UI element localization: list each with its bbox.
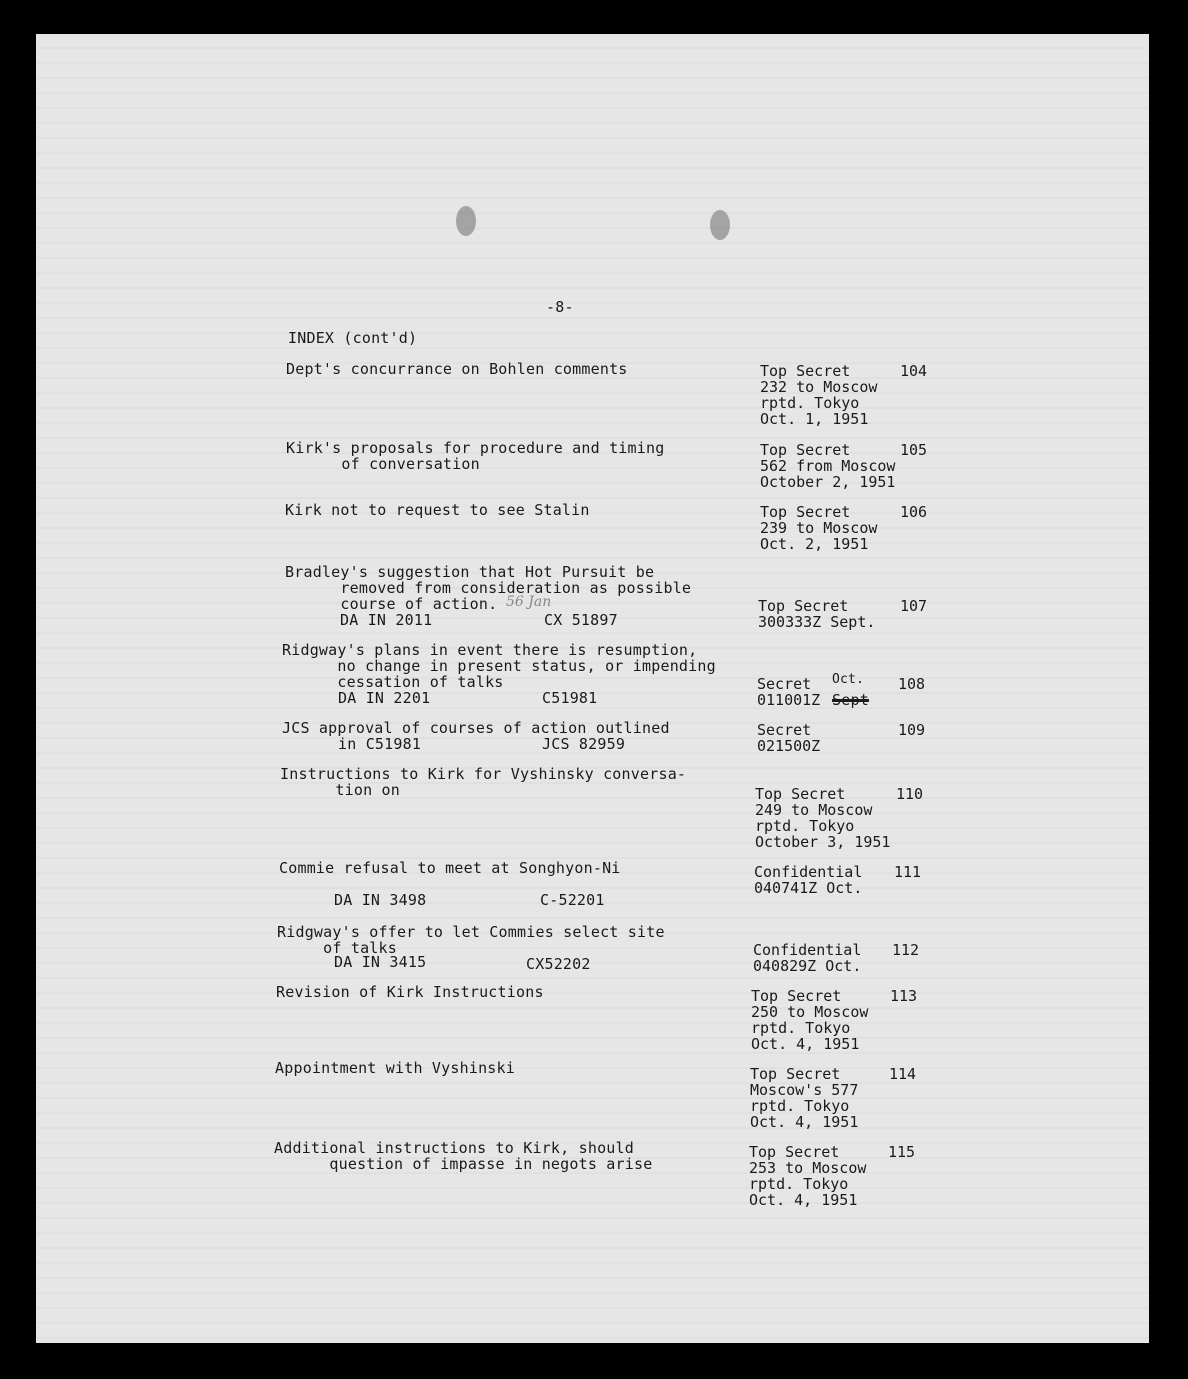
classification-line: 239 to Moscow [760,519,878,537]
entry-ref-a: DA IN 2201 [338,689,431,707]
entry-subject-line: Commie refusal to meet at Songhyon-Ni [279,859,621,877]
index-heading: INDEX (cont'd) [288,329,418,347]
classification-line: Top Secret [749,1143,840,1161]
classification-line: rptd. Tokyo [760,394,860,412]
entry-number: 110 [896,785,924,803]
entry-ref-a: DA IN 2011 [340,611,433,629]
entry-classification [757,676,820,708]
entry-classification [758,598,875,630]
entry-classification [757,722,820,754]
entry-classification [751,988,868,1052]
classification-line: 250 to Moscow [751,1003,869,1021]
entry-number: 105 [900,441,928,459]
classification-line: October 2, 1951 [760,473,896,491]
classification-line: Top Secret [760,503,851,521]
classification-line: 232 to Moscow [760,378,878,396]
entry-subject-line: removed from consideration as possible [285,579,692,597]
entry-number: 106 [900,503,928,521]
classification-line: rptd. Tokyo [750,1097,850,1115]
entry-number: 109 [898,721,926,739]
classification-line: 011001Z [757,691,821,709]
classification-line: Secret [757,721,812,739]
classification-line: 300333Z Sept. [758,613,876,631]
classification-line: rptd. Tokyo [755,817,855,835]
classification-line: Top Secret [760,441,851,459]
entry-ref-b: CX 51897 [544,611,618,629]
classification-line: Top Secret [760,362,851,380]
entry-subject-line: Instructions to Kirk for Vyshinsky conversa- [280,765,687,783]
entry-classification [749,1144,866,1208]
classification-line: rptd. Tokyo [749,1175,849,1193]
struck-out-text: Sept [832,691,869,709]
classification-line: Confidential [753,941,862,959]
entry-ref-a: DA IN 3415 [334,953,427,971]
entry-classification [754,864,862,896]
entry-ref-b: C-52201 [540,891,605,909]
classification-line: Top Secret [755,785,846,803]
entry-classification [760,442,895,490]
classification-line: Secret [757,675,812,693]
entry-ref-b: JCS 82959 [542,735,626,753]
entry-number: 115 [888,1143,916,1161]
entry-number: 104 [900,362,928,380]
entry-ref-b: C51981 [542,689,598,707]
entry-ref-a: in C51981 [338,735,422,753]
entry-subject-line: no change in present status, or impending [282,657,716,675]
classification-line: Oct. 4, 1951 [751,1035,860,1053]
classification-line: Top Secret [758,597,849,615]
classification-line: 562 from Moscow [760,457,896,475]
entry-number: 112 [892,941,920,959]
document-page [36,34,1149,1343]
entry-number: 111 [894,863,922,881]
punch-hole-right [710,210,730,240]
entry-number: 114 [889,1065,917,1083]
entry-subject-line: Additional instructions to Kirk, should [274,1139,634,1157]
classification-line: October 3, 1951 [755,833,891,851]
punch-hole-left [456,206,476,236]
classification-line: Oct. 4, 1951 [749,1191,858,1209]
entry-subject-line: Bradley's suggestion that Hot Pursuit be [285,563,655,581]
classification-line: Moscow's 577 [750,1081,859,1099]
classification-line: Oct. 1, 1951 [760,410,869,428]
entry-subject-line: Kirk's proposals for procedure and timing [286,439,665,457]
entry-classification [755,786,890,850]
entry-subject-line: JCS approval of courses of action outlined [282,719,670,737]
entry-subject-line: of conversation [286,455,480,473]
classification-line: Confidential [754,863,863,881]
classification-line: Oct. 2, 1951 [760,535,869,553]
entry-classification [750,1066,858,1130]
entry-ref-a: DA IN 3498 [334,891,427,909]
entry-number: 113 [890,987,918,1005]
classification-line: 040829Z Oct. [753,957,862,975]
entry-subject-line: Ridgway's offer to let Commies select site [277,923,665,941]
entry-subject-line: Ridgway's plans in event there is resumption, [282,641,698,659]
entry-subject-line: tion on [280,781,400,799]
entry-subject-line: question of impasse in negots arise [274,1155,653,1173]
entry-subject-line: of talks [277,939,397,957]
entry-subject-line: Dept's concurrance on Bohlen comments [286,360,628,378]
classification-line: Top Secret [750,1065,841,1083]
entry-subject-line: course of action. [285,595,498,613]
entry-ref-b: CX52202 [526,955,591,973]
entry-subject-line: Revision of Kirk Instructions [276,983,544,1001]
classification-line: 021500Z [757,737,821,755]
classification-line: 249 to Moscow [755,801,873,819]
classification-line: rptd. Tokyo [751,1019,851,1037]
entry-classification [760,504,877,552]
entry-classification [760,363,877,427]
classification-line: Top Secret [751,987,842,1005]
entry-number: 108 [898,675,926,693]
handwritten-note: 56 Jan [506,594,552,610]
page-number: -8- [546,298,574,316]
classification-line: 253 to Moscow [749,1159,867,1177]
entry-subject-line: Kirk not to request to see Stalin [285,501,590,519]
handwritten-correction: Oct. [832,672,865,687]
classification-line: 040741Z Oct. [754,879,863,897]
entry-subject-line: cessation of talks [282,673,504,691]
entry-subject-line: Appointment with Vyshinski [275,1059,515,1077]
entry-number: 107 [900,597,928,615]
classification-line: Oct. 4, 1951 [750,1113,859,1131]
entry-classification [753,942,861,974]
